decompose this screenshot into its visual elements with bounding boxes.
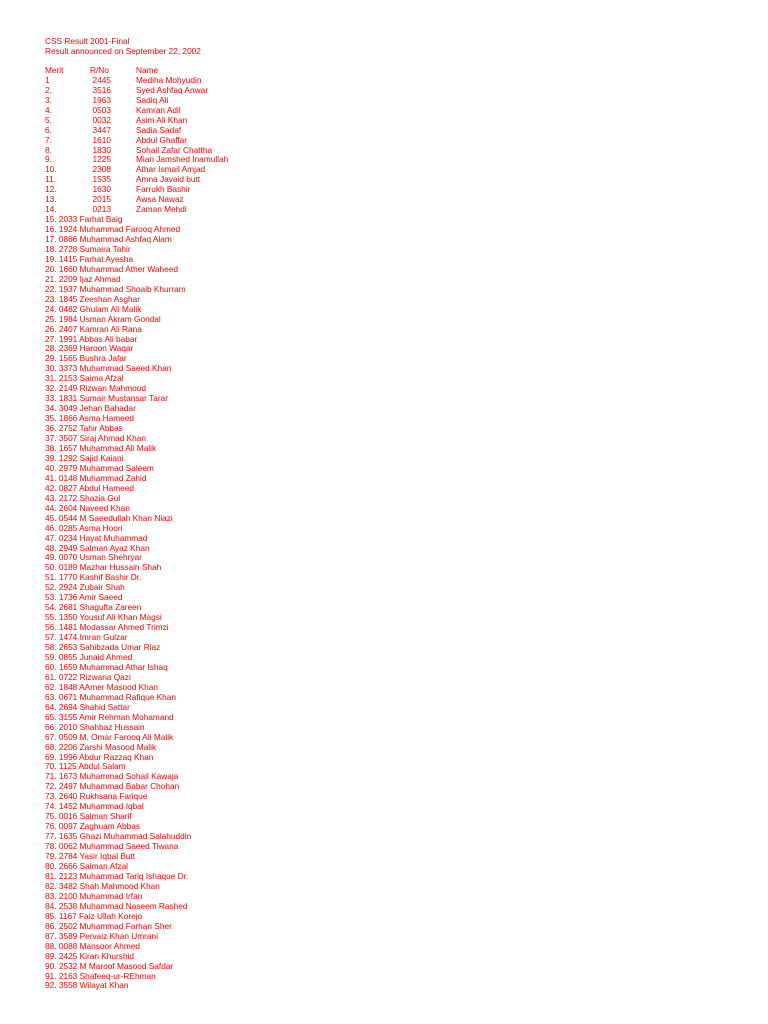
column-header-merit: Merit <box>45 65 64 75</box>
result-rno: 1830 <box>92 144 111 155</box>
result-line: 24. 0482 Ghulam Ali Malik <box>45 303 142 314</box>
result-rno: 2445 <box>92 74 111 85</box>
result-line: 79. 2784 Yasir Iqbal Butt <box>45 851 136 862</box>
result-merit: 13. <box>45 194 57 205</box>
result-merit: 14. <box>45 204 57 215</box>
result-line: 23. 1845 Zeeshan Asghar <box>45 293 141 304</box>
result-rno: 1963 <box>92 94 111 105</box>
result-line: 50. 0189 Mazhar Hussain Shah <box>45 562 162 573</box>
column-header-rno: R/No <box>90 65 109 75</box>
result-line: 72. 2497 Muhammad Babar Chohan <box>45 781 180 792</box>
result-line: 34. 3049 Jehan Bahadar <box>45 403 136 414</box>
result-name: Kamran Adil <box>136 104 181 115</box>
result-line: 45. 0544 M Saeedullah Khan Niazi <box>45 512 173 523</box>
result-name: Abdul Ghaffar <box>136 134 188 145</box>
result-line: 37. 3507 Siraj Ahmad Khan <box>45 433 147 444</box>
result-name: Sadia Sadaf <box>136 124 182 135</box>
flat-list <box>45 215 745 991</box>
result-line: 90. 2532 M Maroof Masood Safdar <box>45 960 174 971</box>
result-line: 51. 1770 Kashif Bashir Dr. <box>45 572 142 583</box>
result-line: 66. 2010 Shahbaz Hussain <box>45 721 145 732</box>
result-line: 31. 2153 Saima Afzal <box>45 373 124 384</box>
result-line: 39. 1292 Sajid Kaiani <box>45 452 124 463</box>
result-merit: 9. <box>45 154 52 165</box>
result-line: 88. 0088 Mansoor Ahmed <box>45 940 141 951</box>
result-line: 73. 2640 Rukhsana Farique <box>45 791 148 802</box>
result-name: Zaman Mehdi <box>136 204 187 215</box>
column-header-name: Name <box>136 65 159 75</box>
result-line: 68. 2206 Zarshi Masood Malik <box>45 741 157 752</box>
result-name: Sadiq Ali <box>136 94 169 105</box>
result-line: 77. 1635 Ghazi Muhammad Salahuddin <box>45 831 192 842</box>
result-line: 18. 2728 Sumaira Tahir <box>45 243 131 254</box>
result-line: 70. 1125 Abdul Salam <box>45 761 126 772</box>
result-merit: 10. <box>45 164 57 175</box>
result-line: 65. 3155 Amir Rehman Mohamand <box>45 711 174 722</box>
result-rno: 1225 <box>92 154 111 165</box>
result-line: 80. 2666 Salman Afzal <box>45 861 129 872</box>
result-line: 60. 1659 Muhammad Athar Ishaq <box>45 661 168 672</box>
result-line: 54. 2681 Shagufta Zareen <box>45 602 142 613</box>
result-line: 41. 0148 Muhammad Zahid <box>45 472 147 483</box>
result-name: Farrukh Bashir <box>136 184 191 195</box>
result-line: 43. 2172 Shazia Gul <box>45 492 121 503</box>
tabular-list <box>45 76 745 215</box>
result-line: 40. 2979 Muhammad Saleem <box>45 462 154 473</box>
result-merit: 11. <box>45 174 56 185</box>
result-line: 25. 1984 Usman Akram Gondal <box>45 313 161 324</box>
result-line: 16. 1924 Muhammad Farooq Ahmed <box>45 224 181 235</box>
result-row <box>45 136 745 146</box>
result-merit: 1 <box>45 74 50 85</box>
result-line: 22. 1937 Muhammad Shoaib Khurram <box>45 283 186 294</box>
result-line: 62. 1848 AAmer Masood Khan <box>45 681 159 692</box>
result-line: 20. 1660 Muhammad Ather Waheed <box>45 263 178 274</box>
result-rno: 0032 <box>92 114 111 125</box>
result-line: 78. 0062 Muhammad Saeed Tiwana <box>45 841 179 852</box>
result-line: 15. 2033 Farhat Baig <box>45 214 123 225</box>
result-line: 49. 0070 Usman Shehryar <box>45 552 142 563</box>
result-rno: 0213 <box>92 204 111 215</box>
result-line: 83. 2100 Muhammad Irfan <box>45 890 143 901</box>
result-line: 28. 2369 Haroon Waqar <box>45 343 134 354</box>
result-rno: 1610 <box>92 134 111 145</box>
result-line: 82. 3482 Shah Mahmood Khan <box>45 880 160 891</box>
result-line: 35. 1866 Asma Hameed <box>45 413 135 424</box>
result-name: Amna Javaid butt <box>136 174 201 185</box>
result-line: 42. 0827 Abdul Hameed <box>45 482 135 493</box>
result-line: 71. 1673 Muhammad Sohail Kawaja <box>45 771 179 782</box>
result-line: 91. 2163 Shafeeq-ur-REhman <box>45 970 156 981</box>
result-line: 57. 1474 Imran Gulzar <box>45 632 128 643</box>
result-line: 89. 2425 Kiran Khurshid <box>45 950 135 961</box>
result-rno: 1630 <box>92 184 111 195</box>
result-line: 52. 2924 Zubair Shah <box>45 582 125 593</box>
result-name: Mediha Mohyudin <box>136 74 202 85</box>
result-line: 53. 1736 Amir Saeed <box>45 592 123 603</box>
document-title: CSS Result 2001-Final <box>45 36 130 46</box>
result-merit: 6. <box>45 124 52 135</box>
result-line: 32. 2149 Rizwan Mahmood <box>45 383 147 394</box>
result-line: 38. 1657 Muhammad Ali Malik <box>45 442 157 453</box>
result-line: 30. 3373 Muhammad Saeed Khan <box>45 363 172 374</box>
result-line: 81. 2123 Muhammad Tariq Ishaque Dr. <box>45 870 189 881</box>
result-line: 69. 1996 Abdur Razzaq Khan <box>45 751 154 762</box>
result-line: 27. 1991 Abbas Ali babar <box>45 333 138 344</box>
result-line: 75. 0016 Salman Sharif <box>45 811 132 822</box>
result-line: 46. 0285 Asma Hoori <box>45 522 123 533</box>
result-name: Sohail Zafar Chattha <box>136 144 213 155</box>
result-line: 63. 0671 Muhammad Rafique Khan <box>45 691 176 702</box>
result-line: 58. 2653 Sahibzada Umar Riaz <box>45 642 161 653</box>
result-line: 61. 0722 Rizwana Qazi <box>45 671 131 682</box>
result-line: 33. 1831 Sumair Mustansar Tarar <box>45 393 168 404</box>
result-name: Mian Jamshed Inamullah <box>136 154 229 165</box>
result-rno: 2015 <box>92 194 111 205</box>
result-line: 92. 3558 Wilayat Khan <box>45 980 129 991</box>
result-row <box>45 205 745 215</box>
result-line: 19. 1415 Farhat Ayesha <box>45 253 133 264</box>
result-line: 47. 0234 Hayat Muhammad <box>45 532 148 543</box>
result-line: 87. 3589 Pervaiz Khan Umrani <box>45 930 158 941</box>
result-rno: 1535 <box>92 174 111 185</box>
result-merit: 3. <box>45 94 52 105</box>
result-merit: 8. <box>45 144 52 155</box>
result-line: 67. 0509 M. Omar Farooq Ali Malik <box>45 731 174 742</box>
result-line: 21. 2209 Ijaz Ahmad <box>45 273 121 284</box>
result-merit: 12. <box>45 184 57 195</box>
result-line: 59. 0855 Junaid Ahmed <box>45 652 133 662</box>
result-rno: 3447 <box>92 124 111 135</box>
result-line: 74. 1452 Muhammad Iqbal <box>45 801 144 812</box>
result-line: 86. 2502 Muhammad Farhan Sher <box>45 920 172 931</box>
result-merit: 5. <box>45 114 52 125</box>
result-line: 56. 1481 Modassar Ahmed Trimzi <box>45 622 169 633</box>
result-line: 48. 2949 Salman Ayaz Khan <box>45 542 150 553</box>
result-merit: 7. <box>45 134 52 145</box>
result-merit: 4. <box>45 104 52 115</box>
result-line: 17. 0866 Muhammad Ashfaq Alam <box>45 233 172 244</box>
result-document <box>45 36 745 991</box>
result-merit: 2. <box>45 84 52 95</box>
result-line: 76. 0097 Zaghuam Abbas <box>45 821 141 832</box>
result-line: 85. 1167 Faiz Ullah Korejo <box>45 910 143 921</box>
result-rno: 3516 <box>92 84 111 95</box>
result-line: 29. 1565 Bushra Jafar <box>45 353 127 364</box>
result-rno: 0503 <box>92 104 111 115</box>
result-name: Syed Ashfaq Anwar <box>136 84 208 95</box>
result-name: Awsa Nawaz <box>136 194 184 205</box>
result-line: 36. 2752 Tahir Abbas <box>45 423 123 434</box>
result-line: 64. 2694 Shahid Sattar <box>45 701 130 712</box>
result-name: Athar Ismail Amjad <box>136 164 206 175</box>
result-line: 84. 2538 Muhammad Naseem Rashed <box>45 900 188 911</box>
result-line: 26. 2407 Kamran Ali Rana <box>45 323 142 334</box>
result-line: 44. 2604 Naveed Khan <box>45 502 130 513</box>
result-name: Asim Ali Khan <box>136 114 188 125</box>
result-rno: 2308 <box>92 164 111 175</box>
document-subtitle: Result announced on September 22, 2002 <box>45 46 201 56</box>
result-line: 55. 1350 Yousuf Ali Khan Magsi <box>45 612 162 623</box>
